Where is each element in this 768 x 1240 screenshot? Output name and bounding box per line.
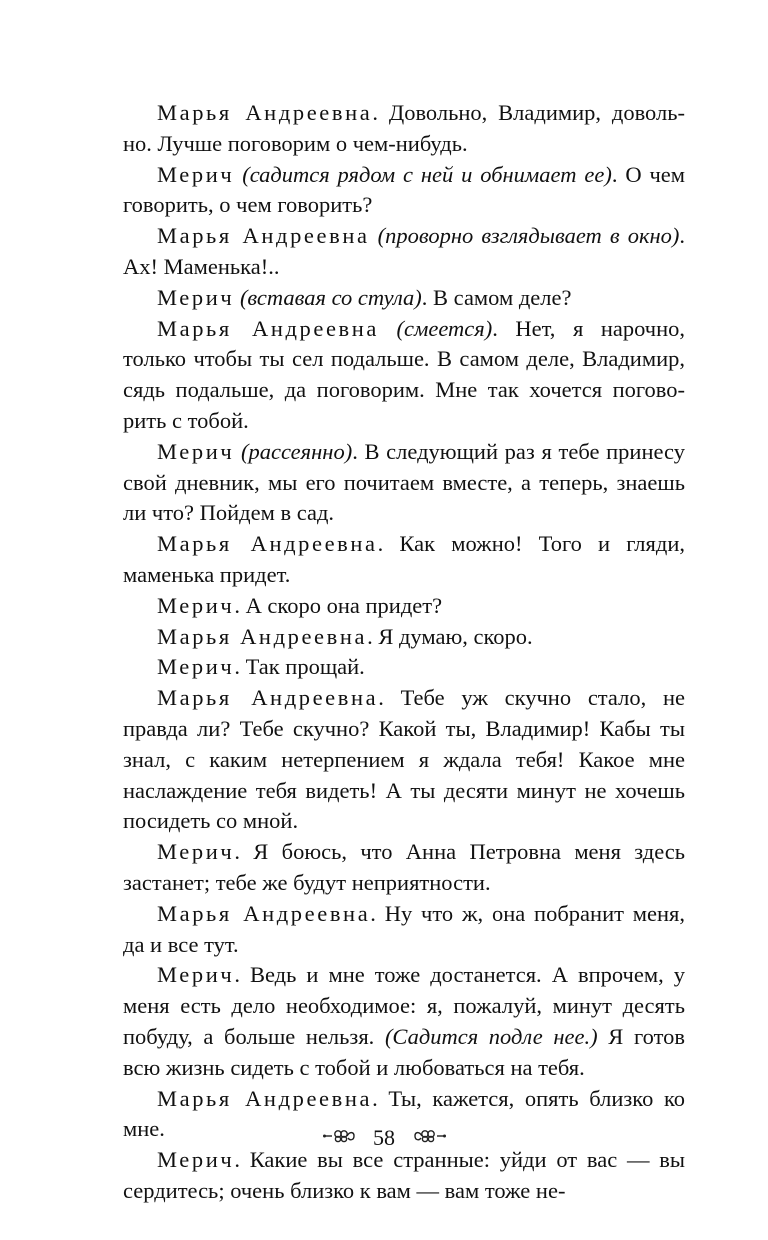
dialogue-text: . О чем говорить, о чем говорить? — [123, 161, 685, 218]
dialogue-text: . Я думаю, скоро. — [367, 623, 533, 649]
dialogue-paragraph — [123, 98, 685, 160]
stage-direction: (Садится подле нее.) — [384, 1023, 598, 1049]
dialogue-text: . В следующий раз я тебе принесу свой дневник, мы его почитаем вместе, а теперь, знаешь ли что? Пойдем в сад. — [123, 438, 686, 526]
speaker-name: Мерич — [157, 161, 235, 187]
dialogue-paragraph — [123, 160, 685, 222]
dialogue-text: . Так прощай. — [234, 654, 365, 680]
stage-direction: (смеется) — [396, 315, 493, 341]
dialogue-text — [379, 316, 397, 341]
speaker-name: Марья Андреевна — [157, 100, 373, 125]
stage-direction: (садится рядом с ней и обнимает ее) — [242, 161, 612, 187]
speaker-name: Марья Андреевна — [157, 623, 368, 649]
dialogue-paragraph — [123, 960, 685, 1083]
speaker-name: Марья Андреевна — [157, 900, 371, 926]
dialogue-text: . Ведь и мне тоже достанется. А впрочем, у меня есть дело необходимое: я, пожалуй, минут десять побуду, а больше нельзя. — [123, 962, 685, 1049]
dialogue-text: . Ты, кажется, опять близко ко мне. — [123, 1085, 686, 1142]
dialogue-text: . Какие вы все странные: уйди от вас — вы сердитесь; очень близко к вам — вам тоже не- — [123, 1147, 685, 1203]
dialogue-paragraph — [123, 622, 685, 653]
dialogue-text: . Тебе уж скучно стало, не правда ли? Тебе скучно? Какой ты, Владимир! Кабы ты знал, с каким нетерпением я ждала тебя! Какое мне наслаждение тебя видеть! А ты десяти минут не хочешь посидеть со мной. — [123, 685, 685, 834]
dialogue-text — [370, 223, 378, 248]
page-footer — [0, 1122, 768, 1152]
page-number: 58 — [373, 1124, 395, 1150]
speaker-name: Марья Андреевна — [157, 315, 379, 341]
dialogue-text: . Я боюсь, что Анна Петровна меня здесь застанет; тебе же будут неприятности. — [123, 839, 685, 895]
dialogue-paragraph — [123, 314, 685, 437]
speaker-name: Мерич — [157, 839, 235, 865]
stage-direction: (рассеянно) — [241, 438, 353, 464]
dialogue-paragraph — [123, 283, 685, 314]
dialogue-text — [234, 439, 241, 464]
dialogue-text: . Нет, я нарочно, только чтобы ты сел подальше. В самом деле, Владимир, сядь подальше, да поговорим. Мне так хочется поговорить с тобой. — [123, 315, 686, 433]
speaker-name: Мерич — [157, 592, 235, 618]
dialogue-text: . Довольно, Владимир, довольно. Лучше поговорим о чем-нибудь. — [123, 100, 685, 156]
floral-ornament-right-icon — [413, 1124, 447, 1152]
dialogue-paragraph — [123, 652, 685, 683]
dialogue-text: . Ну что ж, она побранит меня, да и все тут. — [123, 900, 686, 957]
dialogue-paragraph — [123, 899, 685, 961]
dialogue-paragraph — [123, 837, 685, 899]
dialogue-text: . Ах! Маменька!.. — [123, 223, 686, 279]
page-body — [123, 98, 685, 1207]
dialogue-paragraph — [123, 591, 685, 622]
dialogue-text: . В самом деле? — [421, 284, 572, 310]
dialogue-paragraph — [123, 221, 685, 283]
speaker-name: Марья Андреевна — [157, 1085, 373, 1111]
dialogue-text: Я готов всю жизнь сидеть с тобой и любоваться на тебя. — [123, 1023, 685, 1080]
speaker-name: Мерич — [157, 1147, 235, 1173]
speaker-name: Мерич — [157, 284, 235, 310]
speaker-name: Марья Андреевна — [157, 685, 379, 711]
dialogue-paragraph — [123, 437, 685, 529]
speaker-name: Марья Андреевна — [157, 223, 370, 249]
dialogue-text: . Как можно! Того и гляди, маменька придет. — [123, 531, 685, 587]
speaker-name: Мерич — [157, 438, 235, 464]
speaker-name: Мерич — [157, 962, 235, 988]
stage-direction: (проворно взглядывает в окно) — [377, 223, 680, 249]
speaker-name: Марья Андреевна — [157, 531, 378, 557]
floral-ornament-left-icon — [322, 1124, 356, 1152]
stage-direction: (вставая со стула) — [239, 284, 422, 310]
dialogue-paragraph — [123, 683, 685, 837]
dialogue-text: . А скоро она придет? — [234, 592, 443, 618]
dialogue-paragraph — [123, 529, 685, 591]
speaker-name: Мерич — [157, 654, 235, 680]
dialogue-paragraph — [123, 1145, 685, 1207]
